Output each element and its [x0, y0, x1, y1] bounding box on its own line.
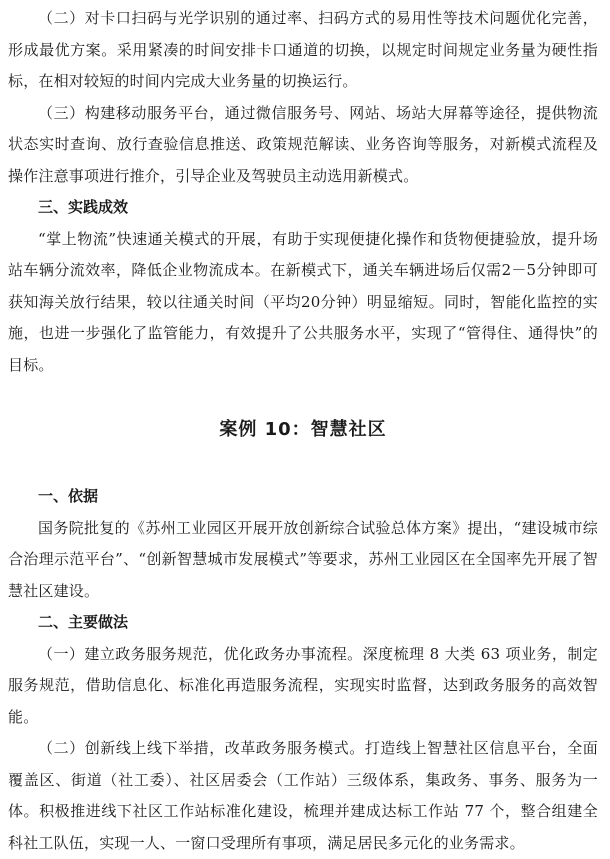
case-title: 案例 10：智慧社区 [219, 419, 387, 440]
paragraph-results: “掌上物流”快速通关模式的开展，有助于实现便捷化操作和货物便捷验放，提升场站车辆分流效率，降低企业物流成本。在新模式下，通关车辆进场后仅需2－5分钟即可获知海关放行结果，较以往通关时间（平均20分钟）明显缩短。同时，智能化监控的实施，也进一步强化了监管能力，有效提升了公共服务水平，实现了“管得住、通得快”的目标。 [8, 229, 598, 374]
paragraph-mobile-platform: （三）构建移动服务平台，通过微信服务号、网站、场站大屏幕等途径，提供物流状态实时查询、放行查验信息推送、政策规范解读、业务咨询等服务，对新模式流程及操作注意事项进行推介，引导企业及驾驶员主动选用新模式。 [8, 103, 598, 185]
case-10-section [8, 481, 598, 859]
paragraph-practice-2: （二）创新线上线下举措，改革政务服务模式。打造线上智慧社区信息平台，全面覆盖区、街道（社工委）、社区居委会（工作站）三级体系，集政务、事务、服务为一体。积极推进线下社区工作站标准化建设，梳理并建成达标工作站 77 个，整合组建全科社工队伍，实现一人、一窗口受理所有事项，满足居民多元化的业务需求。 [8, 739, 598, 852]
heading-practice: 二、主要做法 [38, 613, 129, 631]
heading-basis: 一、依据 [38, 487, 99, 505]
paragraph-practice-1: （一）建立政务服务规范，优化政务办事流程。深度梳理 8 大类 63 项业务，制定服务规范，借助信息化、标准化再造服务流程，实现实时监督，达到政务服务的高效智能。 [8, 644, 598, 726]
paragraph-basis: 国务院批复的《苏州工业园区开展开放创新综合试验总体方案》提出，“建设城市综合治理示范平台”、“创新智慧城市发展模式”等要求，苏州工业园区在全国率先开展了智慧社区建设。 [8, 518, 598, 600]
paragraph-optimization: （二）对卡口扫码与光学识别的通过率、扫码方式的易用性等技术问题优化完善，形成最优方案。采用紧凑的时间安排卡口通道的切换，以规定时间规定业务量为硬性指标，在相对较短的时间内完成大业务量的切换运行。 [8, 9, 598, 90]
heading-results: 三、实践成效 [38, 198, 129, 216]
previous-case-section [8, 0, 598, 381]
